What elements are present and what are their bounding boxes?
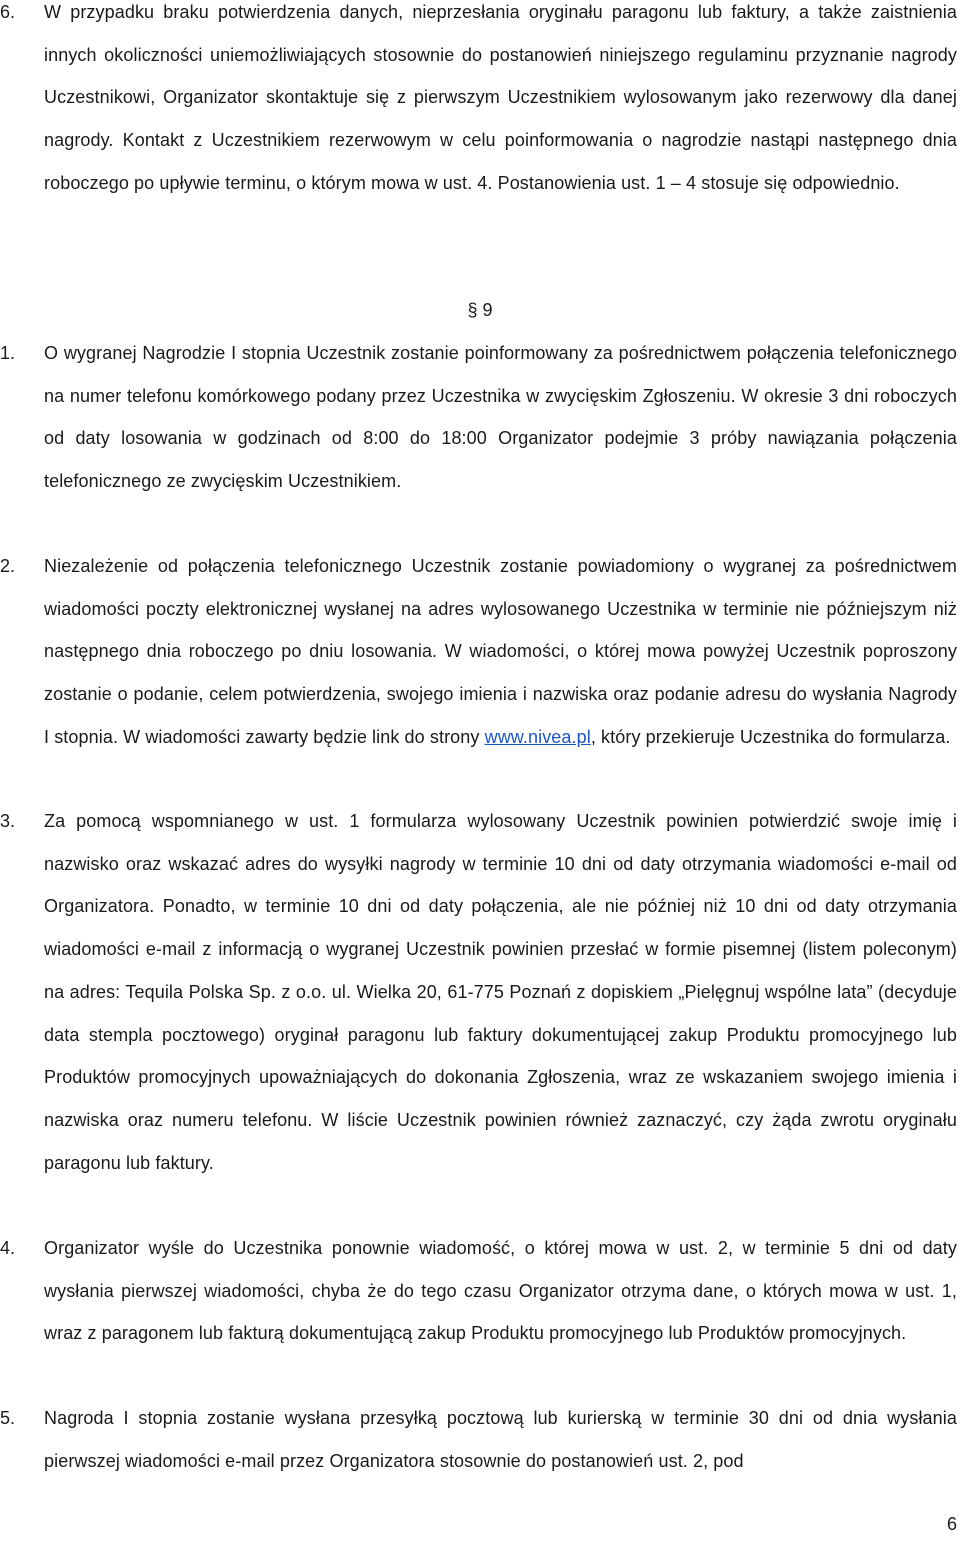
paragraph-text: Za pomocą wspomnianego w ust. 1 formularza wylosowany Uczestnik powinien potwierdzić swoje imię i nazwisko oraz wskazać adres do wysyłki nagrody w terminie 10 dni od daty otrzymania wiadomości e-mail od Organizatora. Ponadto, w terminie 10 dni od daty połączenia, ale nie później niż 10 dni od daty otrzymania wiadomości e-mail z informacją o wygranej Uczestnik powinien przesłać w formie pisemnej (listem poleconym) na adres: Tequila Polska Sp. z o.o. ul. Wielka 20, 61-775 Poznań z dopiskiem „Pielęgnuj wspólne lata” (decyduje data stempla pocztowego) oryginał paragonu lub faktury dokumentującej zakup Produktu promocyjnego lub Produktów promocyjnych upoważniających do dokonania Zgłoszenia, wraz ze wskazaniem swojego imienia i nazwiska oraz numeru telefonu. W liście Uczestnik powinien również zaznaczyć, czy żąda zwrotu oryginału paragonu lub faktury. — [44, 811, 957, 1173]
paragraph-text — [44, 545, 957, 759]
paragraph-4 — [0, 1227, 960, 1355]
paragraph-number: 1. — [0, 343, 16, 363]
paragraph-1 — [0, 332, 960, 503]
paragraph-text-after-link: , który przekieruje Uczestnika do formularza. — [590, 726, 951, 747]
paragraph-number: 4. — [0, 1238, 16, 1258]
paragraph-3 — [0, 800, 960, 1184]
paragraph-text: W przypadku braku potwierdzenia danych, nieprzesłania oryginału paragonu lub faktury, a także zaistnienia innych okoliczności uniemożliwiających stosownie do postanowień niniejszego regulaminu przyznanie nagrody Uczestnikowi, Organizator skontaktuje się z pierwszym Uczestnikiem wylosowanym jako rezerwowy dla danej nagrody. Kontakt z Uczestnikiem rezerwowym w celu poinformowania o nagrodzie nastąpi następnego dnia roboczego po upływie terminu, o którym mowa w ust. 4. Postanowienia ust. 1 – 4 stosuje się odpowiednio. — [44, 2, 957, 193]
paragraph-text: O wygranej Nagrodzie I stopnia Uczestnik zostanie poinformowany za pośrednictwem połączenia telefonicznego na numer telefonu komórkowego podany przez Uczestnika w zwycięskim Zgłoszeniu. W okresie 3 dni roboczych od daty losowania w godzinach od 8:00 do 18:00 Organizator podejmie 3 próby nawiązania połączenia telefonicznego ze zwycięskim Uczestnikiem. — [44, 343, 957, 492]
paragraph-number: 2. — [0, 556, 16, 576]
paragraph-5 — [0, 1397, 960, 1482]
paragraph-number: 3. — [0, 811, 16, 831]
paragraph-text-before-link: Niezależenie od połączenia telefonicznego Uczestnik zostanie powiadomiony o wygranej za pośrednictwem wiadomości poczty elektronicznej wysłanej na adres wylosowanego Uczestnika w terminie nie późniejszym niż następnego dnia roboczego po dniu losowania. W wiadomości, o której mowa powyżej Uczestnik poproszony zostanie o podanie, celem potwierdzenia, swojego imienia i nazwiska oraz podanie adresu do wysłania Nagrody I stopnia. W wiadomości zawarty będzie link do strony — [44, 556, 957, 747]
nivea-link[interactable]: www.nivea.pl — [484, 726, 591, 747]
page-number: 6 — [946, 1514, 957, 1534]
paragraph-number: 6. — [0, 2, 16, 22]
paragraph-6 — [0, 0, 960, 205]
paragraph-2 — [0, 545, 960, 759]
paragraph-text: Organizator wyśle do Uczestnika ponownie wiadomość, o której mowa w ust. 2, w terminie 5 dni od daty wysłania pierwszej wiadomości, chyba że do tego czasu Organizator otrzyma dane, o których mowa w ust. 1, wraz z paragonem lub fakturą dokumentującą zakup Produktu promocyjnego lub Produktów promocyjnych. — [44, 1238, 957, 1344]
section-heading: § 9 — [467, 300, 493, 320]
paragraph-number: 5. — [0, 1408, 16, 1428]
paragraph-text: Nagroda I stopnia zostanie wysłana przesyłką pocztową lub kurierską w terminie 30 dni od dnia wysłania pierwszej wiadomości e-mail przez Organizatora stosownie do postanowień ust. 2, pod — [44, 1408, 957, 1471]
